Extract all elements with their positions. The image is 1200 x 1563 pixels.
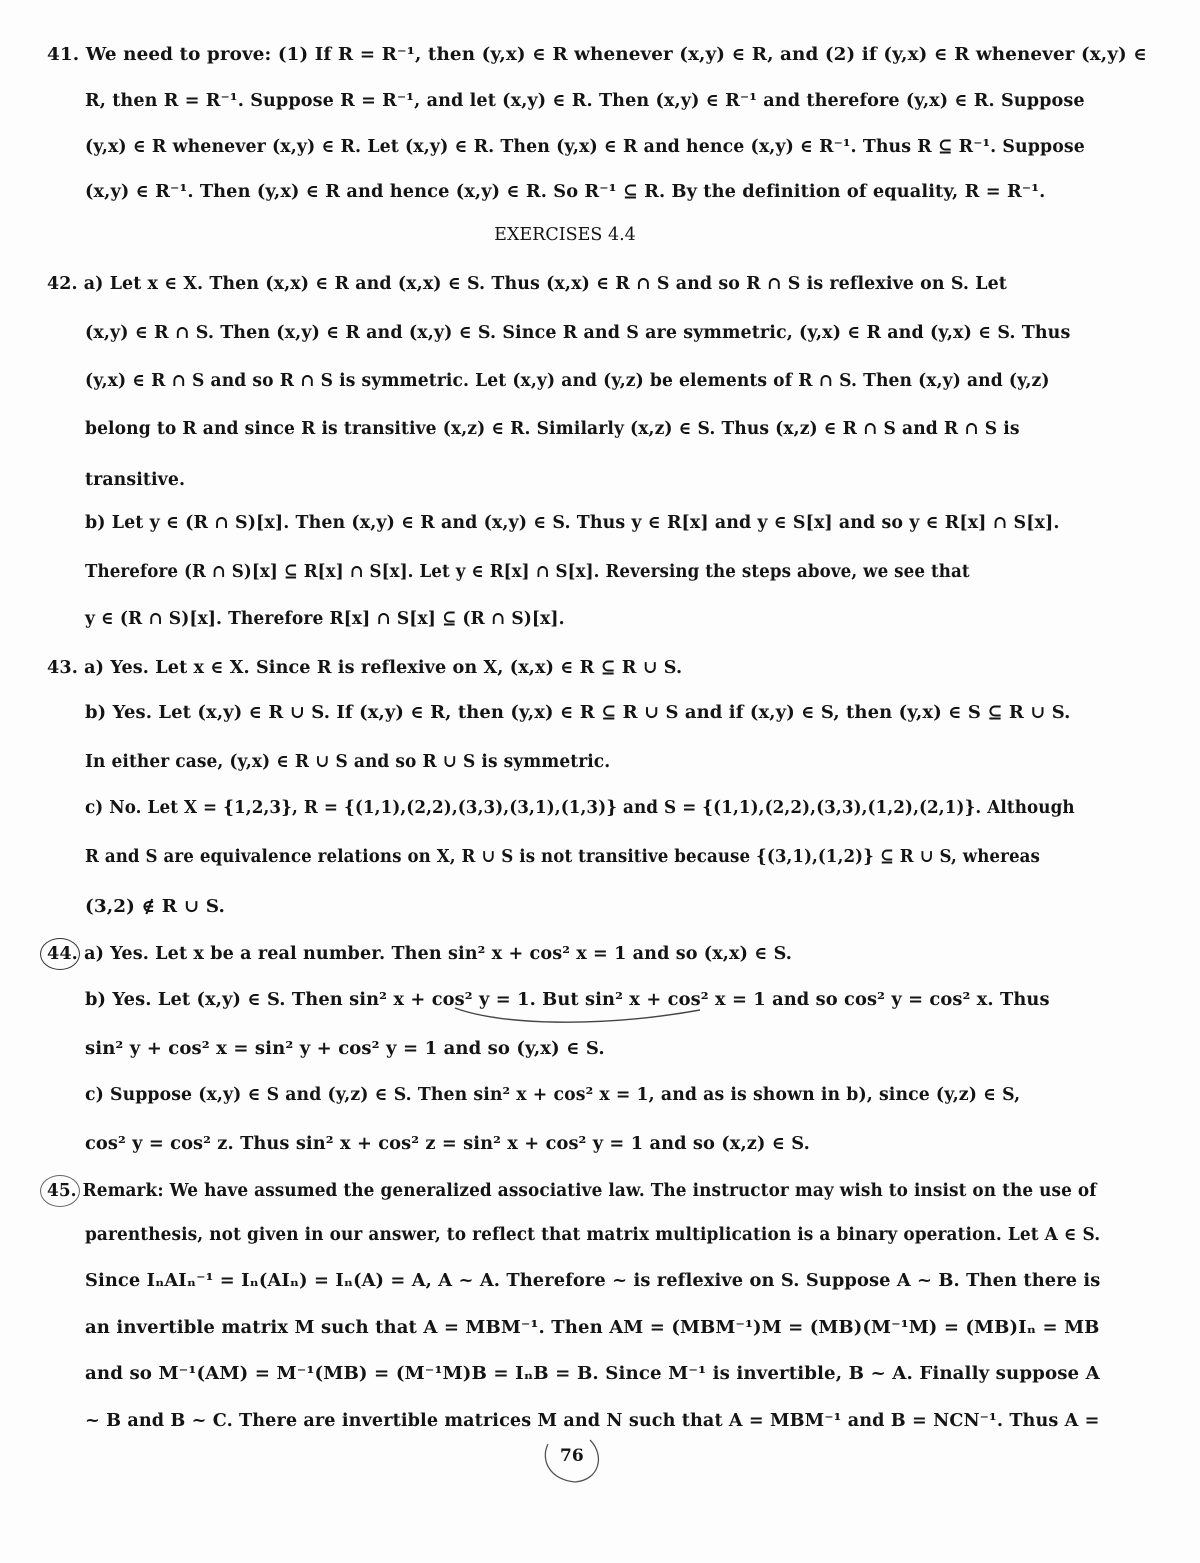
- section-title: EXERCISES 4.4: [494, 225, 636, 245]
- text-line: transitive.: [85, 470, 186, 490]
- text-line: 41. We need to prove: (1) If R = R⁻¹, then (y,x) ∈ R whenever (x,y) ∈ R, and (2) if (y,x) ∈ R whenever (x,y) ∈: [47, 45, 1147, 65]
- text-line: b) Yes. Let (x,y) ∈ R ∪ S. If (x,y) ∈ R, then (y,x) ∈ R ⊆ R ∪ S and if (x,y) ∈ S, then (y,x) ∈ S ⊆ R ∪ S.: [85, 703, 1071, 723]
- text-line: cos² y = cos² z. Thus sin² x + cos² z = sin² x + cos² y = 1 and so (x,z) ∈ S.: [85, 1134, 810, 1154]
- text-line: (x,y) ∈ R ∩ S. Then (x,y) ∈ R and (x,y) ∈ S. Since R and S are symmetric, (y,x) ∈ R and (y,x) ∈ S. Thus: [85, 323, 1071, 343]
- text-line: ~ B and B ~ C. There are invertible matrices M and N such that A = MBM⁻¹ and B = NCN⁻¹. Thus A =: [85, 1411, 1100, 1431]
- text-line: (3,2) ∉ R ∪ S.: [85, 897, 226, 917]
- text-line: Therefore (R ∩ S)[x] ⊆ R[x] ∩ S[x]. Let y ∈ R[x] ∩ S[x]. Reversing the steps above, we see that: [85, 562, 970, 582]
- text-line: 44. a) Yes. Let x be a real number. Then sin² x + cos² x = 1 and so (x,x) ∈ S.: [47, 944, 793, 964]
- text-line: parenthesis, not given in our answer, to reflect that matrix multiplication is a binary operation. Let A ∈ S.: [85, 1225, 1101, 1245]
- text-line: b) Let y ∈ (R ∩ S)[x]. Then (x,y) ∈ R and (x,y) ∈ S. Thus y ∈ R[x] and y ∈ S[x] and so y ∈ R[x] ∩ S[x].: [85, 513, 1060, 533]
- text-line: and so M⁻¹(AM) = M⁻¹(MB) = (M⁻¹M)B = IₙB = B. Since M⁻¹ is invertible, B ~ A. Finally suppose A: [85, 1364, 1100, 1384]
- text-line: 43. a) Yes. Let x ∈ X. Since R is reflexive on X, (x,x) ∈ R ⊆ R ∪ S.: [47, 658, 683, 678]
- text-line: y ∈ (R ∩ S)[x]. Therefore R[x] ∩ S[x] ⊆ (R ∩ S)[x].: [85, 609, 565, 629]
- text-line: 42. a) Let x ∈ X. Then (x,x) ∈ R and (x,x) ∈ S. Thus (x,x) ∈ R ∩ S and so R ∩ S is reflexive on S. Let: [47, 274, 1007, 294]
- text-line: c) Suppose (x,y) ∈ S and (y,z) ∈ S. Then sin² x + cos² x = 1, and as is shown in b), since (y,z) ∈ S,: [85, 1085, 1021, 1105]
- text-line: belong to R and since R is transitive (x,z) ∈ R. Similarly (x,z) ∈ S. Thus (x,z) ∈ R ∩ S and R ∩ S is: [85, 419, 1020, 439]
- page-number: 76: [560, 1446, 584, 1466]
- text-line: In either case, (y,x) ∈ R ∪ S and so R ∪ S is symmetric.: [85, 752, 611, 772]
- text-line: sin² y + cos² x = sin² y + cos² y = 1 and so (y,x) ∈ S.: [85, 1039, 605, 1059]
- text-line: Since IₙAIₙ⁻¹ = Iₙ(AIₙ) = Iₙ(A) = A, A ~ A. Therefore ~ is reflexive on S. Suppose A ~ B. Then there is: [85, 1271, 1101, 1291]
- text-line: (y,x) ∈ R whenever (x,y) ∈ R. Let (x,y) ∈ R. Then (y,x) ∈ R and hence (x,y) ∈ R⁻¹. Thus R ⊆ R⁻¹. Suppose: [85, 137, 1085, 157]
- text-line: an invertible matrix M such that A = MBM⁻¹. Then AM = (MBM⁻¹)M = (MB)(M⁻¹M) = (MB)Iₙ = MB: [85, 1318, 1100, 1338]
- text-line: R and S are equivalence relations on X, R ∪ S is not transitive because {(3,1),(1,2)} ⊆ R ∪ S, whereas: [85, 847, 1041, 867]
- text-line: c) No. Let X = {1,2,3}, R = {(1,1),(2,2),(3,3),(3,1),(1,3)} and S = {(1,1),(2,2),(3,3),(1,2),(2,1)}. Although: [85, 798, 1075, 818]
- text-line: (x,y) ∈ R⁻¹. Then (y,x) ∈ R and hence (x,y) ∈ R. So R⁻¹ ⊆ R. By the definition of equality, R = R⁻¹.: [85, 182, 1046, 202]
- text-line: (y,x) ∈ R ∩ S and so R ∩ S is symmetric. Let (x,y) and (y,z) be elements of R ∩ S. Then (x,y) and (y,z): [85, 371, 1050, 391]
- text-line: b) Yes. Let (x,y) ∈ S. Then sin² x + cos² y = 1. But sin² x + cos² x = 1 and so cos² y = cos² x. Thus: [85, 990, 1050, 1010]
- text-line: 45. Remark: We have assumed the generalized associative law. The instructor may wish to insist on the use of: [47, 1181, 1097, 1201]
- text-line: R, then R = R⁻¹. Suppose R = R⁻¹, and let (x,y) ∈ R. Then (x,y) ∈ R⁻¹ and therefore (y,x) ∈ R. Suppose: [85, 91, 1085, 111]
